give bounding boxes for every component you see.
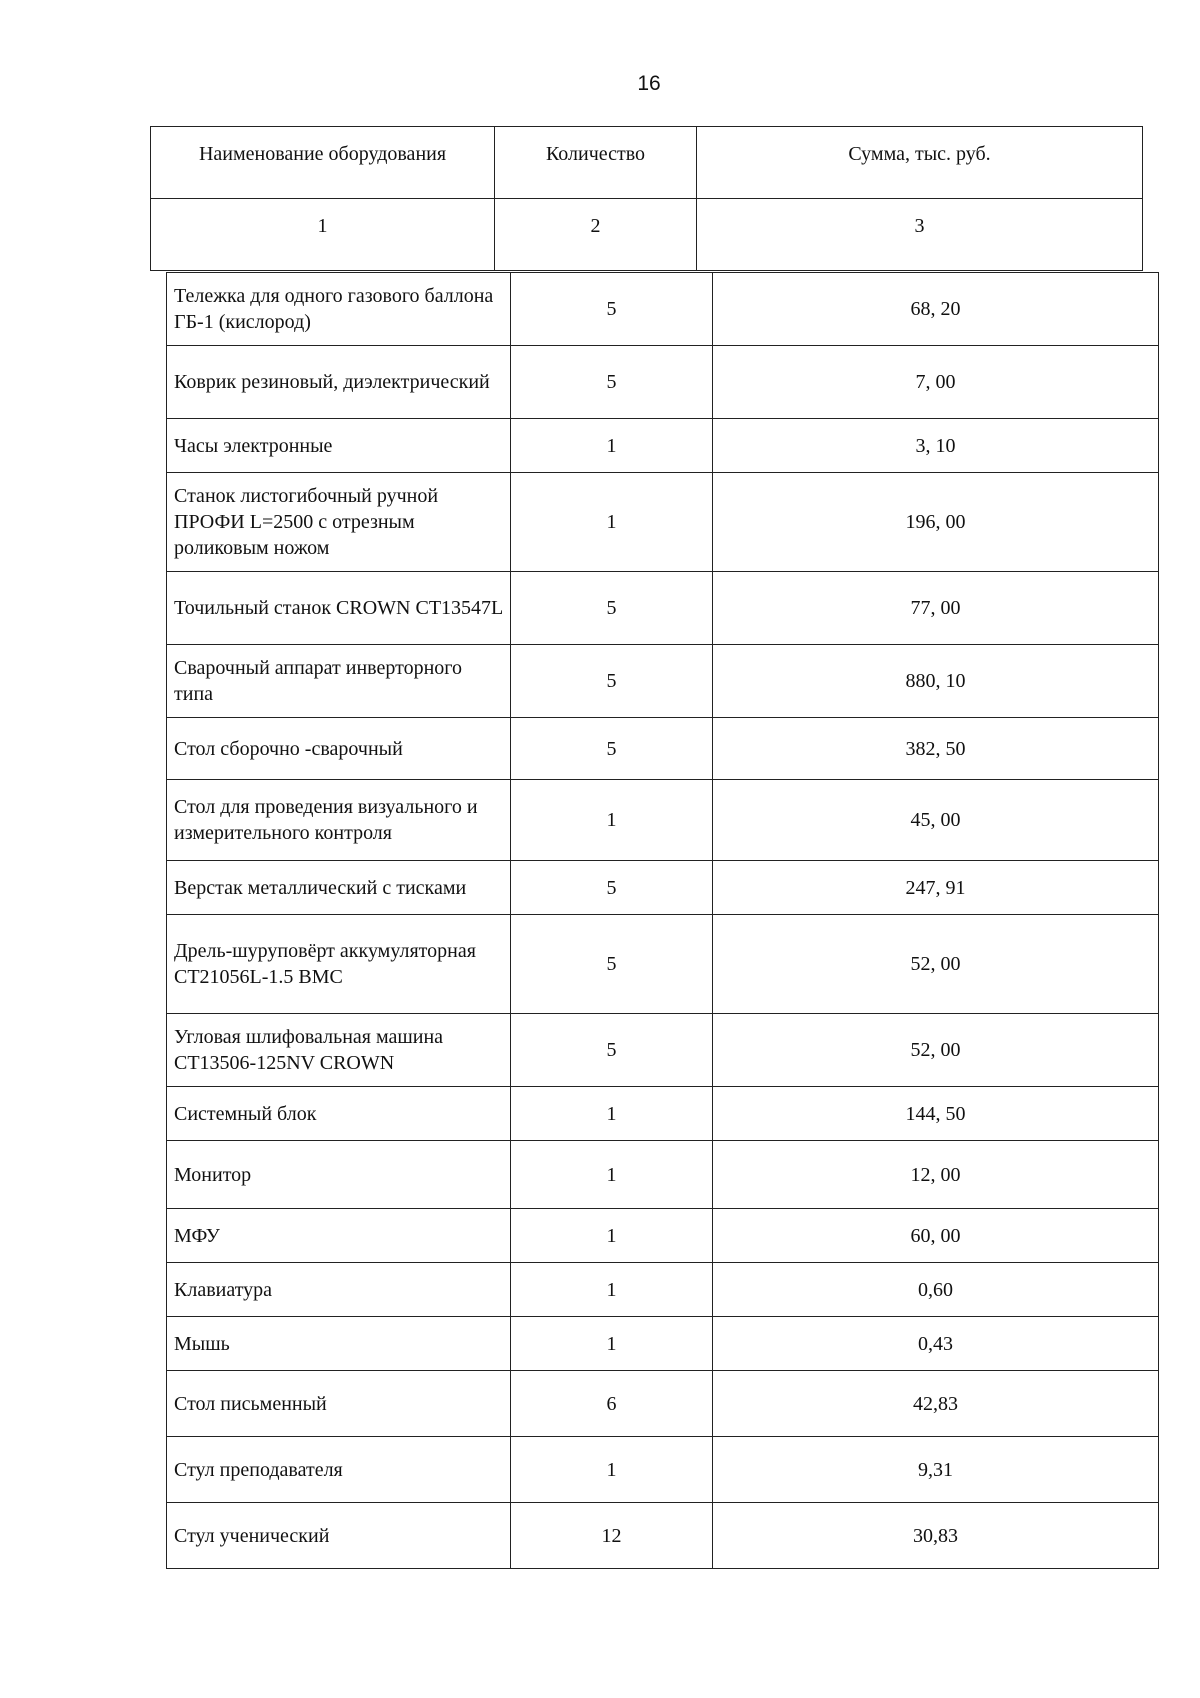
quantity-cell: 1 [511,1317,713,1371]
equipment-name-cell: Станок листогибочный ручной ПРОФИ L=2500 с отрезным роликовым ножом [167,473,511,572]
page-number: 16 [637,72,661,95]
table-row [167,419,1159,473]
sum-cell: 3, 10 [713,419,1159,473]
column-number-2: 2 [495,199,697,271]
table-row [167,473,1159,572]
equipment-name-cell: Сварочный аппарат инверторного типа [167,645,511,718]
equipment-name-cell: Мышь [167,1317,511,1371]
quantity-cell: 5 [511,861,713,915]
equipment-name-cell: Монитор [167,1141,511,1209]
quantity-cell: 1 [511,1263,713,1317]
sum-cell: 144, 50 [713,1087,1159,1141]
quantity-cell: 12 [511,1503,713,1569]
quantity-cell: 5 [511,572,713,645]
equipment-name-cell: Верстак металлический с тисками [167,861,511,915]
quantity-cell: 5 [511,915,713,1014]
sum-cell: 60, 00 [713,1209,1159,1263]
sum-cell: 52, 00 [713,915,1159,1014]
table-row [167,1263,1159,1317]
table-row [167,1087,1159,1141]
equipment-name-cell: Стол для проведения визуального и измерительного контроля [167,780,511,861]
quantity-cell: 5 [511,718,713,780]
equipment-name-cell: Часы электронные [167,419,511,473]
table-row [167,861,1159,915]
equipment-name-cell: Угловая шлифовальная машина CT13506-125NV CROWN [167,1014,511,1087]
sum-cell: 52, 00 [713,1014,1159,1087]
quantity-cell: 5 [511,645,713,718]
quantity-cell: 5 [511,346,713,419]
quantity-cell: 5 [511,273,713,346]
table-header [150,126,1143,271]
sum-cell: 77, 00 [713,572,1159,645]
table-row [167,273,1159,346]
table-row [167,718,1159,780]
equipment-name-cell: МФУ [167,1209,511,1263]
table-row [167,1141,1159,1209]
column-header-quantity: Количество [495,127,697,199]
quantity-cell: 1 [511,419,713,473]
table-row [167,572,1159,645]
table-row [167,1503,1159,1569]
quantity-cell: 1 [511,1209,713,1263]
equipment-name-cell: Стул преподавателя [167,1437,511,1503]
sum-cell: 12, 00 [713,1141,1159,1209]
column-number-1: 1 [151,199,495,271]
quantity-cell: 1 [511,473,713,572]
quantity-cell: 1 [511,780,713,861]
equipment-name-cell: Тележка для одного газового баллона ГБ-1 (кислород) [167,273,511,346]
sum-cell: 0,60 [713,1263,1159,1317]
equipment-name-cell: Дрель-шуруповёрт аккумуляторная CT21056L-1.5 BMC [167,915,511,1014]
table-row [167,1014,1159,1087]
equipment-name-cell: Стул ученический [167,1503,511,1569]
sum-cell: 68, 20 [713,273,1159,346]
column-number-3: 3 [697,199,1143,271]
table-row [167,1437,1159,1503]
sum-cell: 196, 00 [713,473,1159,572]
equipment-table [166,272,1159,1569]
quantity-cell: 1 [511,1087,713,1141]
sum-cell: 0,43 [713,1317,1159,1371]
equipment-name-cell: Точильный станок CROWN CT13547L [167,572,511,645]
column-number-row [151,199,1143,271]
table-row [167,1317,1159,1371]
sum-cell: 45, 00 [713,780,1159,861]
equipment-name-cell: Клавиатура [167,1263,511,1317]
quantity-cell: 1 [511,1141,713,1209]
quantity-cell: 6 [511,1371,713,1437]
table-row [167,915,1159,1014]
table-row [167,346,1159,419]
quantity-cell: 5 [511,1014,713,1087]
equipment-name-cell: Коврик резиновый, диэлектрический [167,346,511,419]
table-row [167,645,1159,718]
sum-cell: 382, 50 [713,718,1159,780]
sum-cell: 30,83 [713,1503,1159,1569]
column-header-sum: Сумма, тыс. руб. [697,127,1143,199]
column-header-name: Наименование оборудования [151,127,495,199]
table-row [167,1371,1159,1437]
sum-cell: 7, 00 [713,346,1159,419]
sum-cell: 247, 91 [713,861,1159,915]
equipment-name-cell: Стол письменный [167,1371,511,1437]
sum-cell: 42,83 [713,1371,1159,1437]
table-row [167,780,1159,861]
quantity-cell: 1 [511,1437,713,1503]
header-row [151,127,1143,199]
sum-cell: 9,31 [713,1437,1159,1503]
table-row [167,1209,1159,1263]
equipment-name-cell: Стол сборочно -сварочный [167,718,511,780]
sum-cell: 880, 10 [713,645,1159,718]
equipment-name-cell: Системный блок [167,1087,511,1141]
